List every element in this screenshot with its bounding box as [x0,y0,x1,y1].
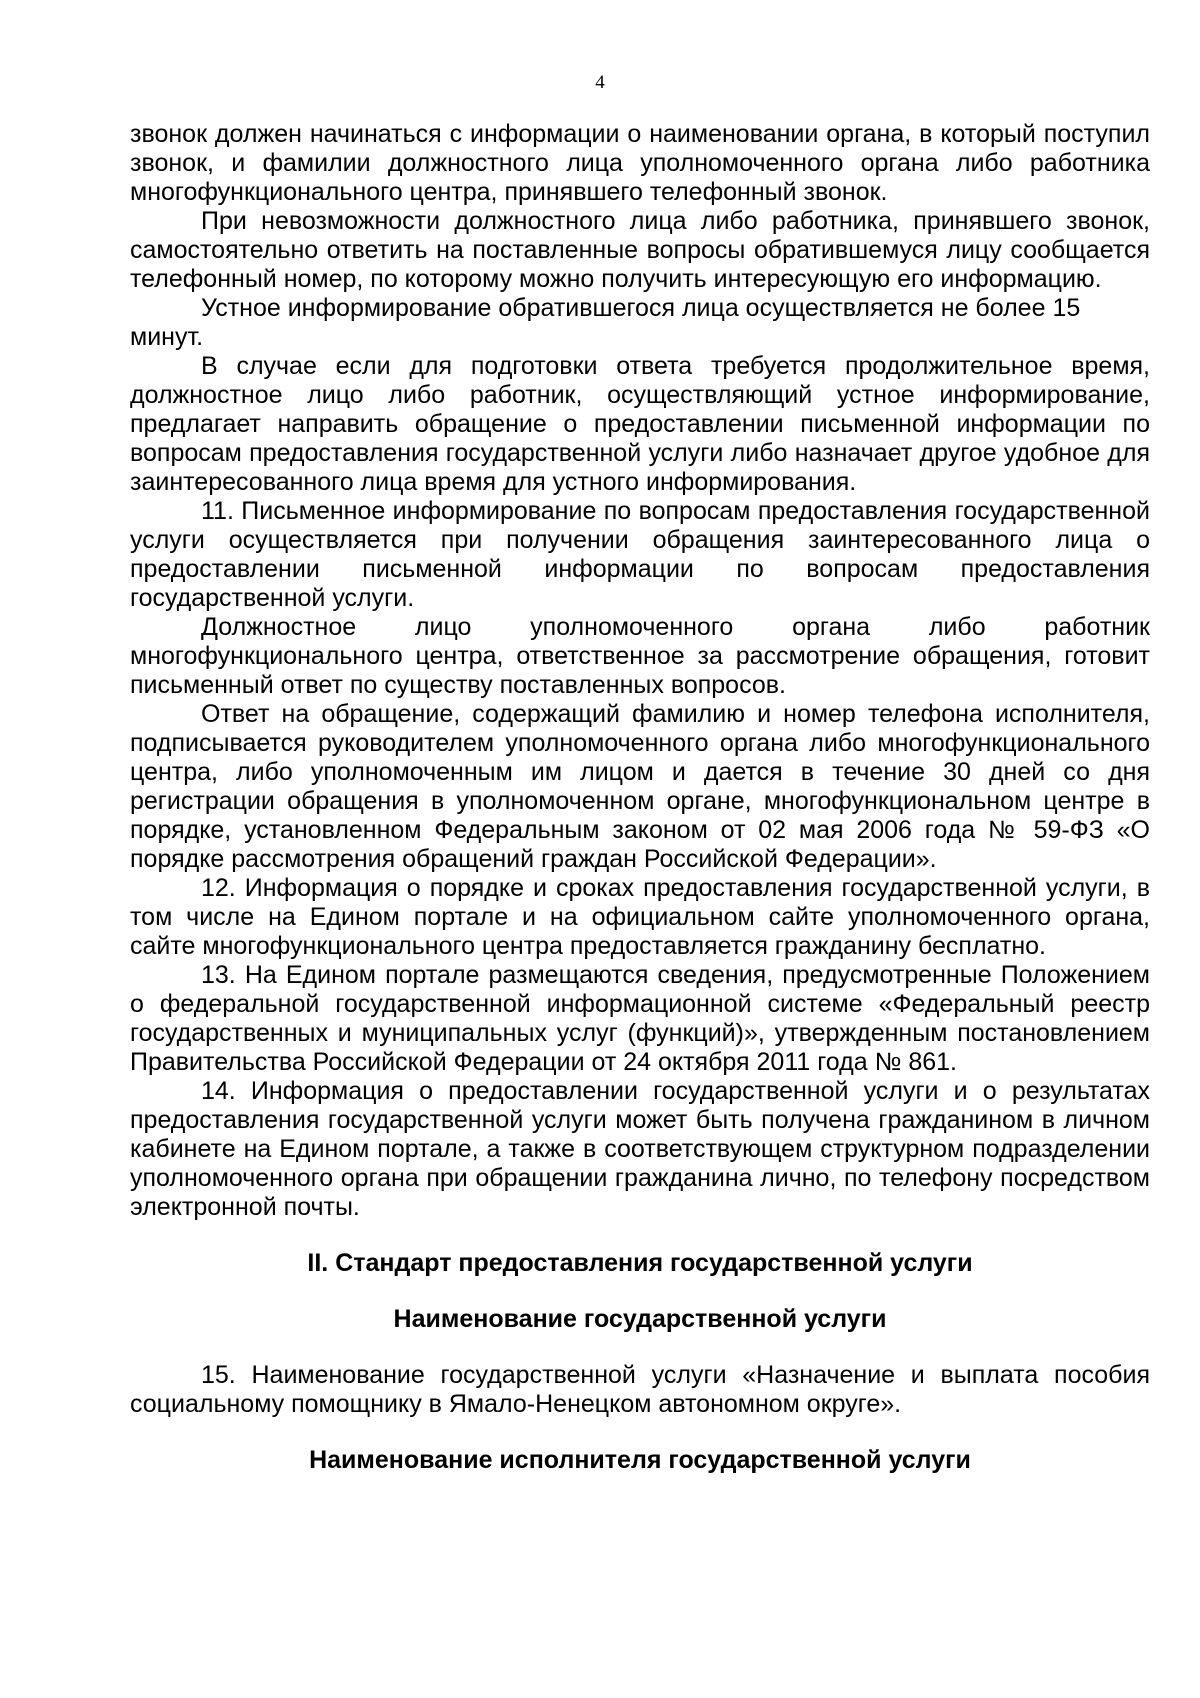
paragraph-oral-duration: Устное информирование обратившегося лица осуществляется не более 15 минут. [130,294,1081,351]
paragraph-call-greeting: звонок должен начинаться с информации о наименовании органа, в который поступил звонок, и фамилии должностного лица уполномоченного органа либо работника многофункционального центра, принявшего телефонный звонок. [130,120,1150,206]
subheading-service-name: Наименование государственной услуги [393,1305,887,1333]
document-body [130,120,1150,1475]
paragraph-item-14: 14. Информация о предоставлении государственной услуги и о результатах предоставления государственной услуги может быть получена гражданином в личном кабинете на Едином портале, а также в соответствующем структурном подразделении уполномоченного органа при обращении гражданина лично, по телефону посредством электронной почты. [130,1077,1150,1221]
paragraph-written-offer: В случае если для подготовки ответа требуется продолжительное время, должностное лицо либо работник, осуществляющий устное информирование, предлагает направить обращение о предоставлении письменной информации по вопросам предоставления государственной услуги либо назначает другое удобное для заинтересованного лица время для устного информирования. [130,352,1150,496]
paragraph-written-answer: Должностное лицо уполномоченного органа либо работник многофункционального центра, ответственное за рассмотрение обращения, готовит письменный ответ по существу поставленных вопросов. [130,613,1150,699]
paragraph-item-13: 13. На Едином портале размещаются сведения, предусмотренные Положением о федеральной государственной информационной системе «Федеральный реестр государственных и муниципальных услуг (функций)», утвержденным постановлением Правительства Российской Федерации от 24 октября 2011 года № 861. [130,961,1150,1076]
paragraph-answer-signing: Ответ на обращение, содержащий фамилию и номер телефона исполнителя, подписывается руководителем уполномоченного органа либо многофункционального центра, либо уполномоченным им лицом и дается в течение 30 дней со дня регистрации обращения в уполномоченном органе, многофункциональном центре в порядке, установленном Федеральным законом от 02 мая 2006 года № 59-ФЗ «О порядке рассмотрения обращений граждан Российской Федерации». [130,700,1150,873]
paragraph-item-12: 12. Информация о порядке и сроках предоставления государственной услуги, в том числе на Едином портале и на официальном сайте уполномоченного органа, сайте многофункционального центра предоставляется гражданину бесплатно. [130,874,1150,960]
page-number: 4 [595,72,605,93]
paragraph-item-15: 15. Наименование государственной услуги «Назначение и выплата пособия социальному помощнику в Ямало-Ненецком автономном округе». [130,1361,1150,1418]
subheading-executor-name: Наименование исполнителя государственной услуги [309,1446,971,1474]
paragraph-call-redirect: При невозможности должностного лица либо работника, принявшего звонок, самостоятельно ответить на поставленные вопросы обратившемуся лицу сообщается телефонный номер, по которому можно получить интересующую его информацию. [130,207,1150,293]
paragraph-item-11: 11. Письменное информирование по вопросам предоставления государственной услуги осуществляется при получении обращения заинтересованного лица о предоставлении письменной информации по вопросам предоставления государственной услуги. [130,497,1150,612]
section-heading: II. Стандарт предоставления государственной услуги [307,1249,973,1277]
